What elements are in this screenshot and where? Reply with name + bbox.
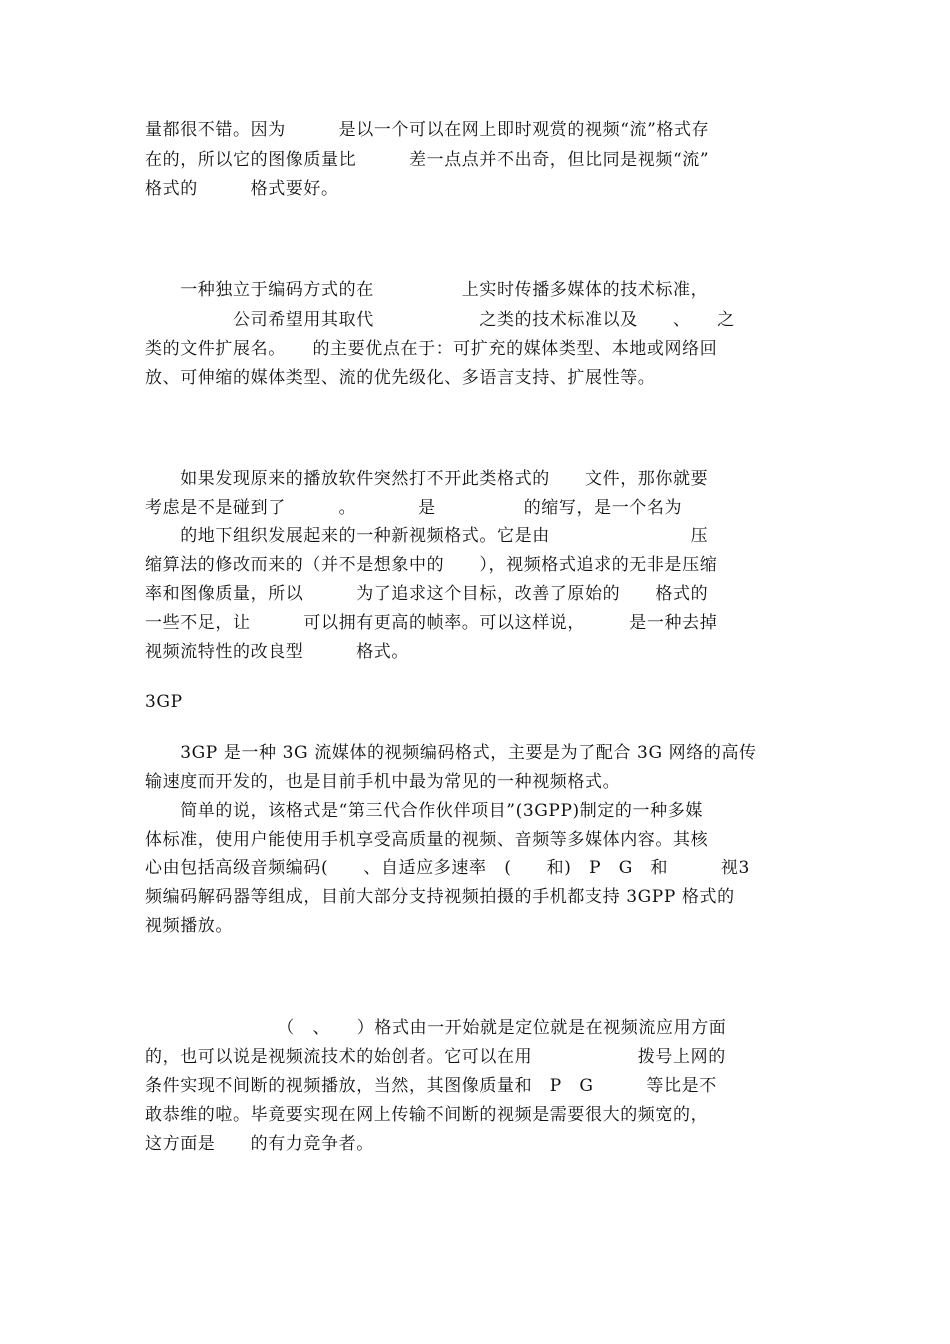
text-line: 条件实现不间断的视频播放，当然，其图像质量和 P G 等比是不	[145, 1076, 717, 1096]
text-line: 一些不足，让 可以拥有更高的帧率。可以这样说， 是一种去掉	[145, 613, 718, 633]
text-line: 心由包括高级音频编码( 、自适应多速率 ( 和) P G 和 视3	[145, 858, 750, 878]
text-line: 如果发现原来的播放软件突然打不开此类格式的 文件，那你就要	[145, 469, 709, 489]
text-line: 输速度而开发的，也是目前手机中最为常见的一种视频格式。	[145, 772, 621, 792]
text-line: 量都很不错。因为 是以一个可以在网上即时观赏的视频“流”格式存	[145, 120, 710, 140]
text-line: 率和图像质量，所以 为了追求这个目标，改善了原始的 格式的	[145, 584, 709, 604]
text-line: 公司希望用其取代 之类的技术标准以及 、 之	[145, 310, 735, 330]
text-line: 敢恭维的啦。毕竟要实现在网上传输不间断的视频是需要很大的频宽的，	[145, 1105, 709, 1125]
text-line: 这方面是 的有力竞争者。	[145, 1134, 374, 1154]
section-heading: 3GP	[145, 692, 183, 712]
text-line: 频编码解码器等组成，目前大部分支持视频拍摄的手机都支持 3GPP 格式的	[145, 887, 735, 907]
text-line: 缩算法的修改而来的（并不是想象中的 ），视频格式追求的无非是压缩	[145, 555, 718, 575]
text-line: 格式的 格式要好。	[145, 179, 339, 199]
text-line: 一种独立于编码方式的在 上实时传播多媒体的技术标准，	[145, 280, 709, 300]
text-line: （ 、 ）格式由一开始就是定位就是在视频流应用方面	[145, 1018, 727, 1038]
text-line: 放、可伸缩的媒体类型、流的优先级化、多语言支持、扩展性等。	[145, 368, 656, 388]
text-line: 视频播放。	[145, 916, 233, 936]
text-line: 体标准，使用户能使用手机享受高质量的视频、音频等多媒体内容。其核	[145, 830, 709, 850]
text-line: 视频流特性的改良型 格式。	[145, 642, 409, 662]
text-line: 3GP 是一种 3G 流媒体的视频编码格式，主要是为了配合 3G 网络的高传	[145, 743, 757, 763]
text-line: 简单的说，该格式是“第三代合作伙伴项目”(3GPP)制定的一种多媒	[145, 801, 703, 821]
text-line: 考虑是不是碰到了 。 是 的缩写，是一个名为	[145, 498, 683, 518]
text-line: 的地下组织发展起来的一种新视频格式。它是由 压	[145, 526, 709, 546]
text-line: 在的，所以它的图像质量比 差一点点并不出奇，但比同是视频“流”	[145, 150, 710, 170]
text-line: 的，也可以说是视频流技术的始创者。它可以在用 拨号上网的	[145, 1047, 726, 1067]
text-line: 类的文件扩展名。 的主要优点在于：可扩充的媒体类型、本地或网络回	[145, 339, 718, 359]
